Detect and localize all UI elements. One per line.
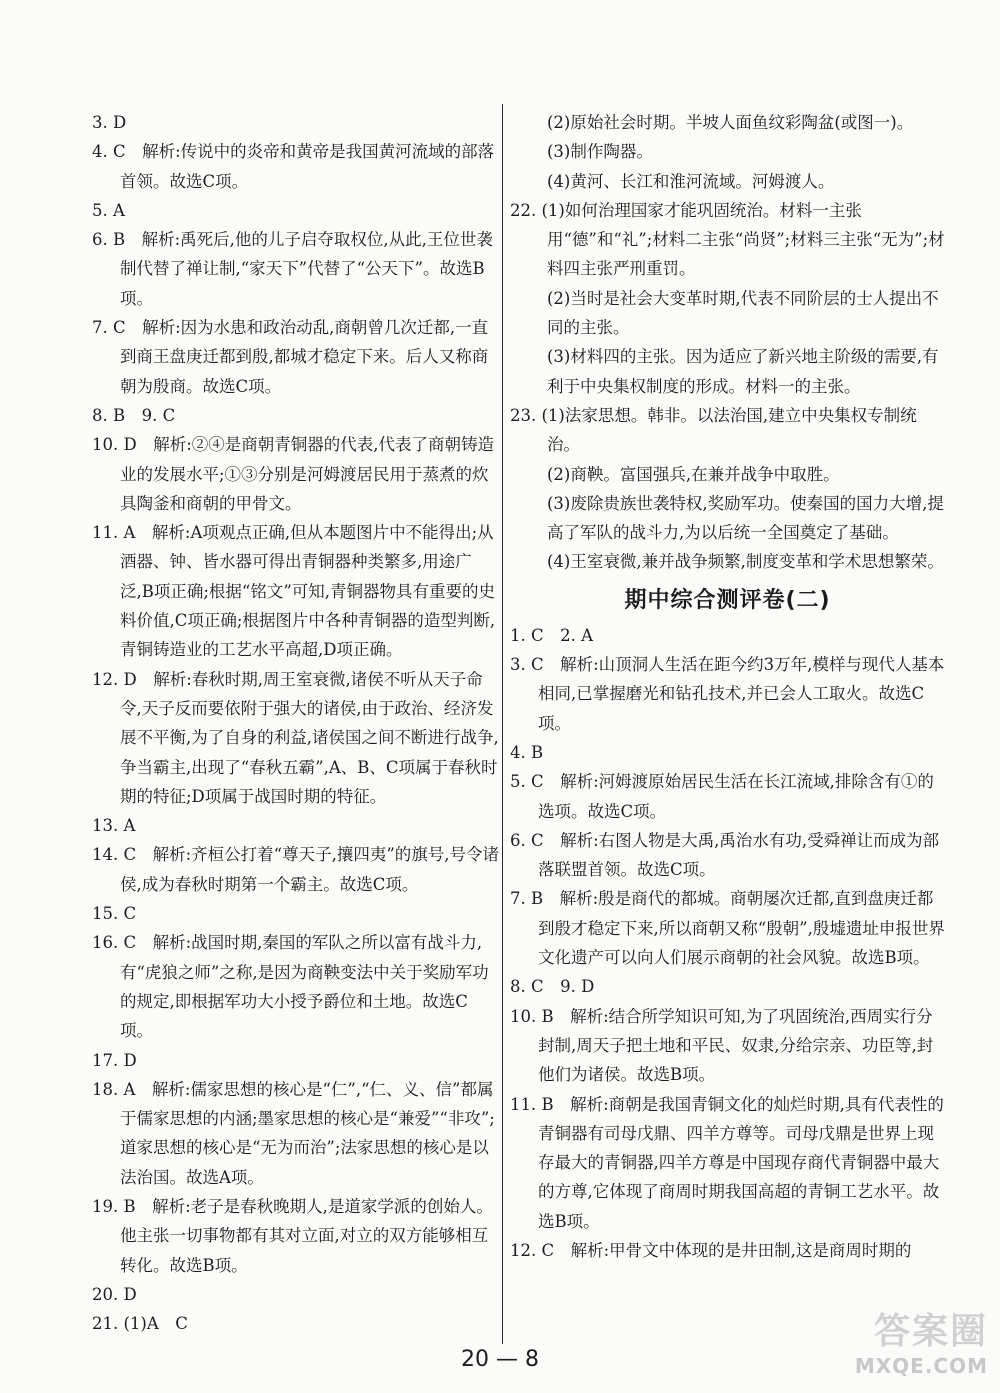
answer-item [510,767,945,826]
answer-text: 17. D [92,1050,137,1070]
right-column [510,108,945,1265]
right-top-answers [510,108,945,577]
answer-text: 16. C 解析:战国时期,秦国的军队之所以富有战斗力,有“虎狼之师”之称,是因为商鞅变法中关于奖励军功的规定,即根据军功大小授予爵位和土地。故选C项。 [92,933,489,1041]
answer-text: (4)王室衰微,兼并战争频繁,制度变革和学术思想繁荣。 [547,552,944,572]
answer-text: 10. D 解析:②④是商朝青铜器的代表,代表了商朝铸造业的发展水平;①③分别是河姆渡居民用于蒸煮的炊具陶釜和商朝的甲骨文。 [92,435,495,513]
answer-text: 1. C 2. A [510,625,594,645]
watermark-logo: 答案圈 [873,1311,988,1352]
answer-item [92,1075,500,1192]
section-title: 期中综合测评卷(二) [624,587,831,613]
answer-item [510,1002,945,1090]
answer-item [92,137,500,196]
answer-item [510,342,945,401]
answer-item [92,665,500,811]
answer-item [92,928,500,1045]
answer-item [92,401,500,430]
answer-item [92,899,500,928]
answer-item [92,225,500,313]
answer-text: 5. A [92,200,125,220]
right-bottom-answers [510,621,945,1266]
answer-text: 6. C 解析:右图人物是大禹,禹治水有功,受舜禅让而成为部落联盟首领。故选C项。 [510,830,940,880]
answer-item [510,460,945,489]
answer-item [510,650,945,738]
page-number: 20 — 8 [461,1347,539,1372]
answer-text: 7. B 解析:殷是商代的都城。商朝屡次迁都,直到盘庚迁都到殷才稳定下来,所以商朝又称“殷朝”,殷墟遗址申报世界文化遗产可以向人们展示商朝的社会风貌。故选B项。 [510,889,945,968]
answer-item [510,108,945,137]
answer-text: 6. B 解析:禹死后,他的儿子启夺取权位,从此,王位世袭制代替了禅让制,“家天下”代替了“公天下”。故选B项。 [92,230,493,308]
answer-item [510,826,945,885]
answer-text: 15. C [92,904,137,924]
answer-text: 12. D 解析:春秋时期,周王室衰微,诸侯不听从天子命令,天子反而要依附于强大的诸侯,由于政治、经济发展不平衡,为了自身的利益,诸侯国之间不断进行战争,争当霸主,出现了“春秋五霸”,A、B、C项属于春秋时期的特征;D项属于战国时期的特征。 [92,669,499,806]
answer-text: 19. B 解析:老子是春秋晚期人,是道家学派的创始人。他主张一切事物都有其对立面,对立的双方能够相互转化。故选B项。 [92,1196,493,1275]
answer-item [510,284,945,343]
watermark-site: MXQE.COM [854,1354,988,1378]
answer-item [510,137,945,166]
watermark [838,1310,988,1388]
answer-item [92,518,500,664]
answer-item [92,1046,500,1075]
answer-item [510,489,945,548]
answer-item [510,1236,945,1265]
answer-item [92,1192,500,1280]
answer-item [92,108,500,137]
left-column [92,108,500,1338]
answer-item [510,884,945,972]
answer-text: (4)黄河、长江和淮河流域。河姆渡人。 [547,171,835,191]
answer-text: 8. C 9. D [510,977,595,997]
answer-text: (2)商鞅。富国强兵,在兼并战争中取胜。 [547,464,840,484]
answer-text: 4. B [510,742,544,762]
answer-text: 22. (1)如何治理国家才能巩固统治。材料一主张用“德”和“礼”;材料二主张“尚贤”;材料三主张“无为”;材料四主张严刑重罚。 [510,200,945,279]
answer-text: 4. C 解析:传说中的炎帝和黄帝是我国黄河流域的部落首领。故选C项。 [92,142,495,191]
answer-item [92,196,500,225]
answer-text: (2)当时是社会大变革时期,代表不同阶层的士人提出不同的主张。 [547,288,939,338]
answer-text: 23. (1)法家思想。韩非。以法治国,建立中央集权专制统治。 [510,405,917,455]
column-divider [502,104,503,1344]
answer-item [92,430,500,518]
answer-text: 20. D [92,1284,137,1304]
answer-item [510,547,945,576]
answer-item [92,1280,500,1309]
answer-item [510,196,945,284]
answer-text: 5. C 解析:河姆渡原始居民生活在长江流域,排除含有①的选项。故选C项。 [510,772,934,821]
answer-text: 10. B 解析:结合所学知识可知,为了巩固统治,西周实行分封制,周天子把土地和平民、奴隶,分给宗亲、功臣等,封他们为诸侯。故选B项。 [510,1006,934,1085]
answer-text: 7. C 解析:因为水患和政治动乱,商朝曾几次迁都,一直到商王盘庚迁都到殷,都城才稳定下来。后人又称商朝为殷商。故选C项。 [92,318,489,396]
answer-text: (2)原始社会时期。半坡人面鱼纹彩陶盆(或图一)。 [547,113,914,132]
answer-item [510,1090,945,1236]
answer-item [92,811,500,840]
answer-text: 11. A 解析:A项观点正确,但从本题图片中不能得出;从酒器、钟、皆水器可得出青铜器种类繁多,用途广泛,B项正确;根据“铭文”可知,青铜器物具有重要的史料价值,C项正确;根据图片中各种青铜器的造型判断,青铜铸造业的工艺水平高超,D项正确。 [92,523,496,660]
answer-text: 13. A [92,816,136,836]
answer-item [510,401,945,460]
answer-text: 14. C 解析:齐桓公打着“尊天子,攘四夷”的旗号,号令诸侯,成为春秋时期第一个霸主。故选C项。 [92,845,500,894]
answer-item [510,167,945,196]
answer-text: (3)材料四的主张。因为适应了新兴地主阶级的需要,有利于中央集权制度的形成。材料一的主张。 [547,347,939,396]
answer-item [510,621,945,650]
answer-item [92,840,500,899]
answer-text: 11. B 解析:商朝是我国青铜文化的灿烂时期,具有代表性的青铜器有司母戊鼎、四羊方尊等。司母戊鼎是世界上现存最大的青铜器,四羊方尊是中国现存商代青铜器中最大的方尊,它体现了商周时期我国高超的青铜工艺水平。故选B项。 [510,1094,944,1231]
answer-text: 3. D [92,113,127,132]
answer-text: (3)制作陶器。 [547,142,653,162]
answer-text: 18. A 解析:儒家思想的核心是“仁”,“仁、义、信”都属于儒家思想的内涵;墨家思想的核心是“兼爱”“非攻”;道家思想的核心是“无为而治”;法家思想的核心是以法治国。故选A项。 [92,1079,495,1187]
answer-item [92,313,500,401]
answer-text: 12. C 解析:甲骨文中体现的是井田制,这是商周时期的 [510,1240,912,1260]
answer-text: (3)废除贵族世袭特权,奖励军功。使秦国的国力大增,提高了军队的战斗力,为以后统一全国奠定了基础。 [547,493,944,543]
answer-text: 8. B 9. C [92,405,176,425]
answer-item [510,972,945,1001]
answer-text: 21. (1)A C [92,1314,188,1334]
answer-item [92,1309,500,1338]
answer-text: 3. C 解析:山顶洞人生活在距今约3万年,模样与现代人基本相同,已掌握磨光和钻孔技术,并已会人工取火。故选C项。 [510,655,945,733]
answer-item [510,738,945,767]
